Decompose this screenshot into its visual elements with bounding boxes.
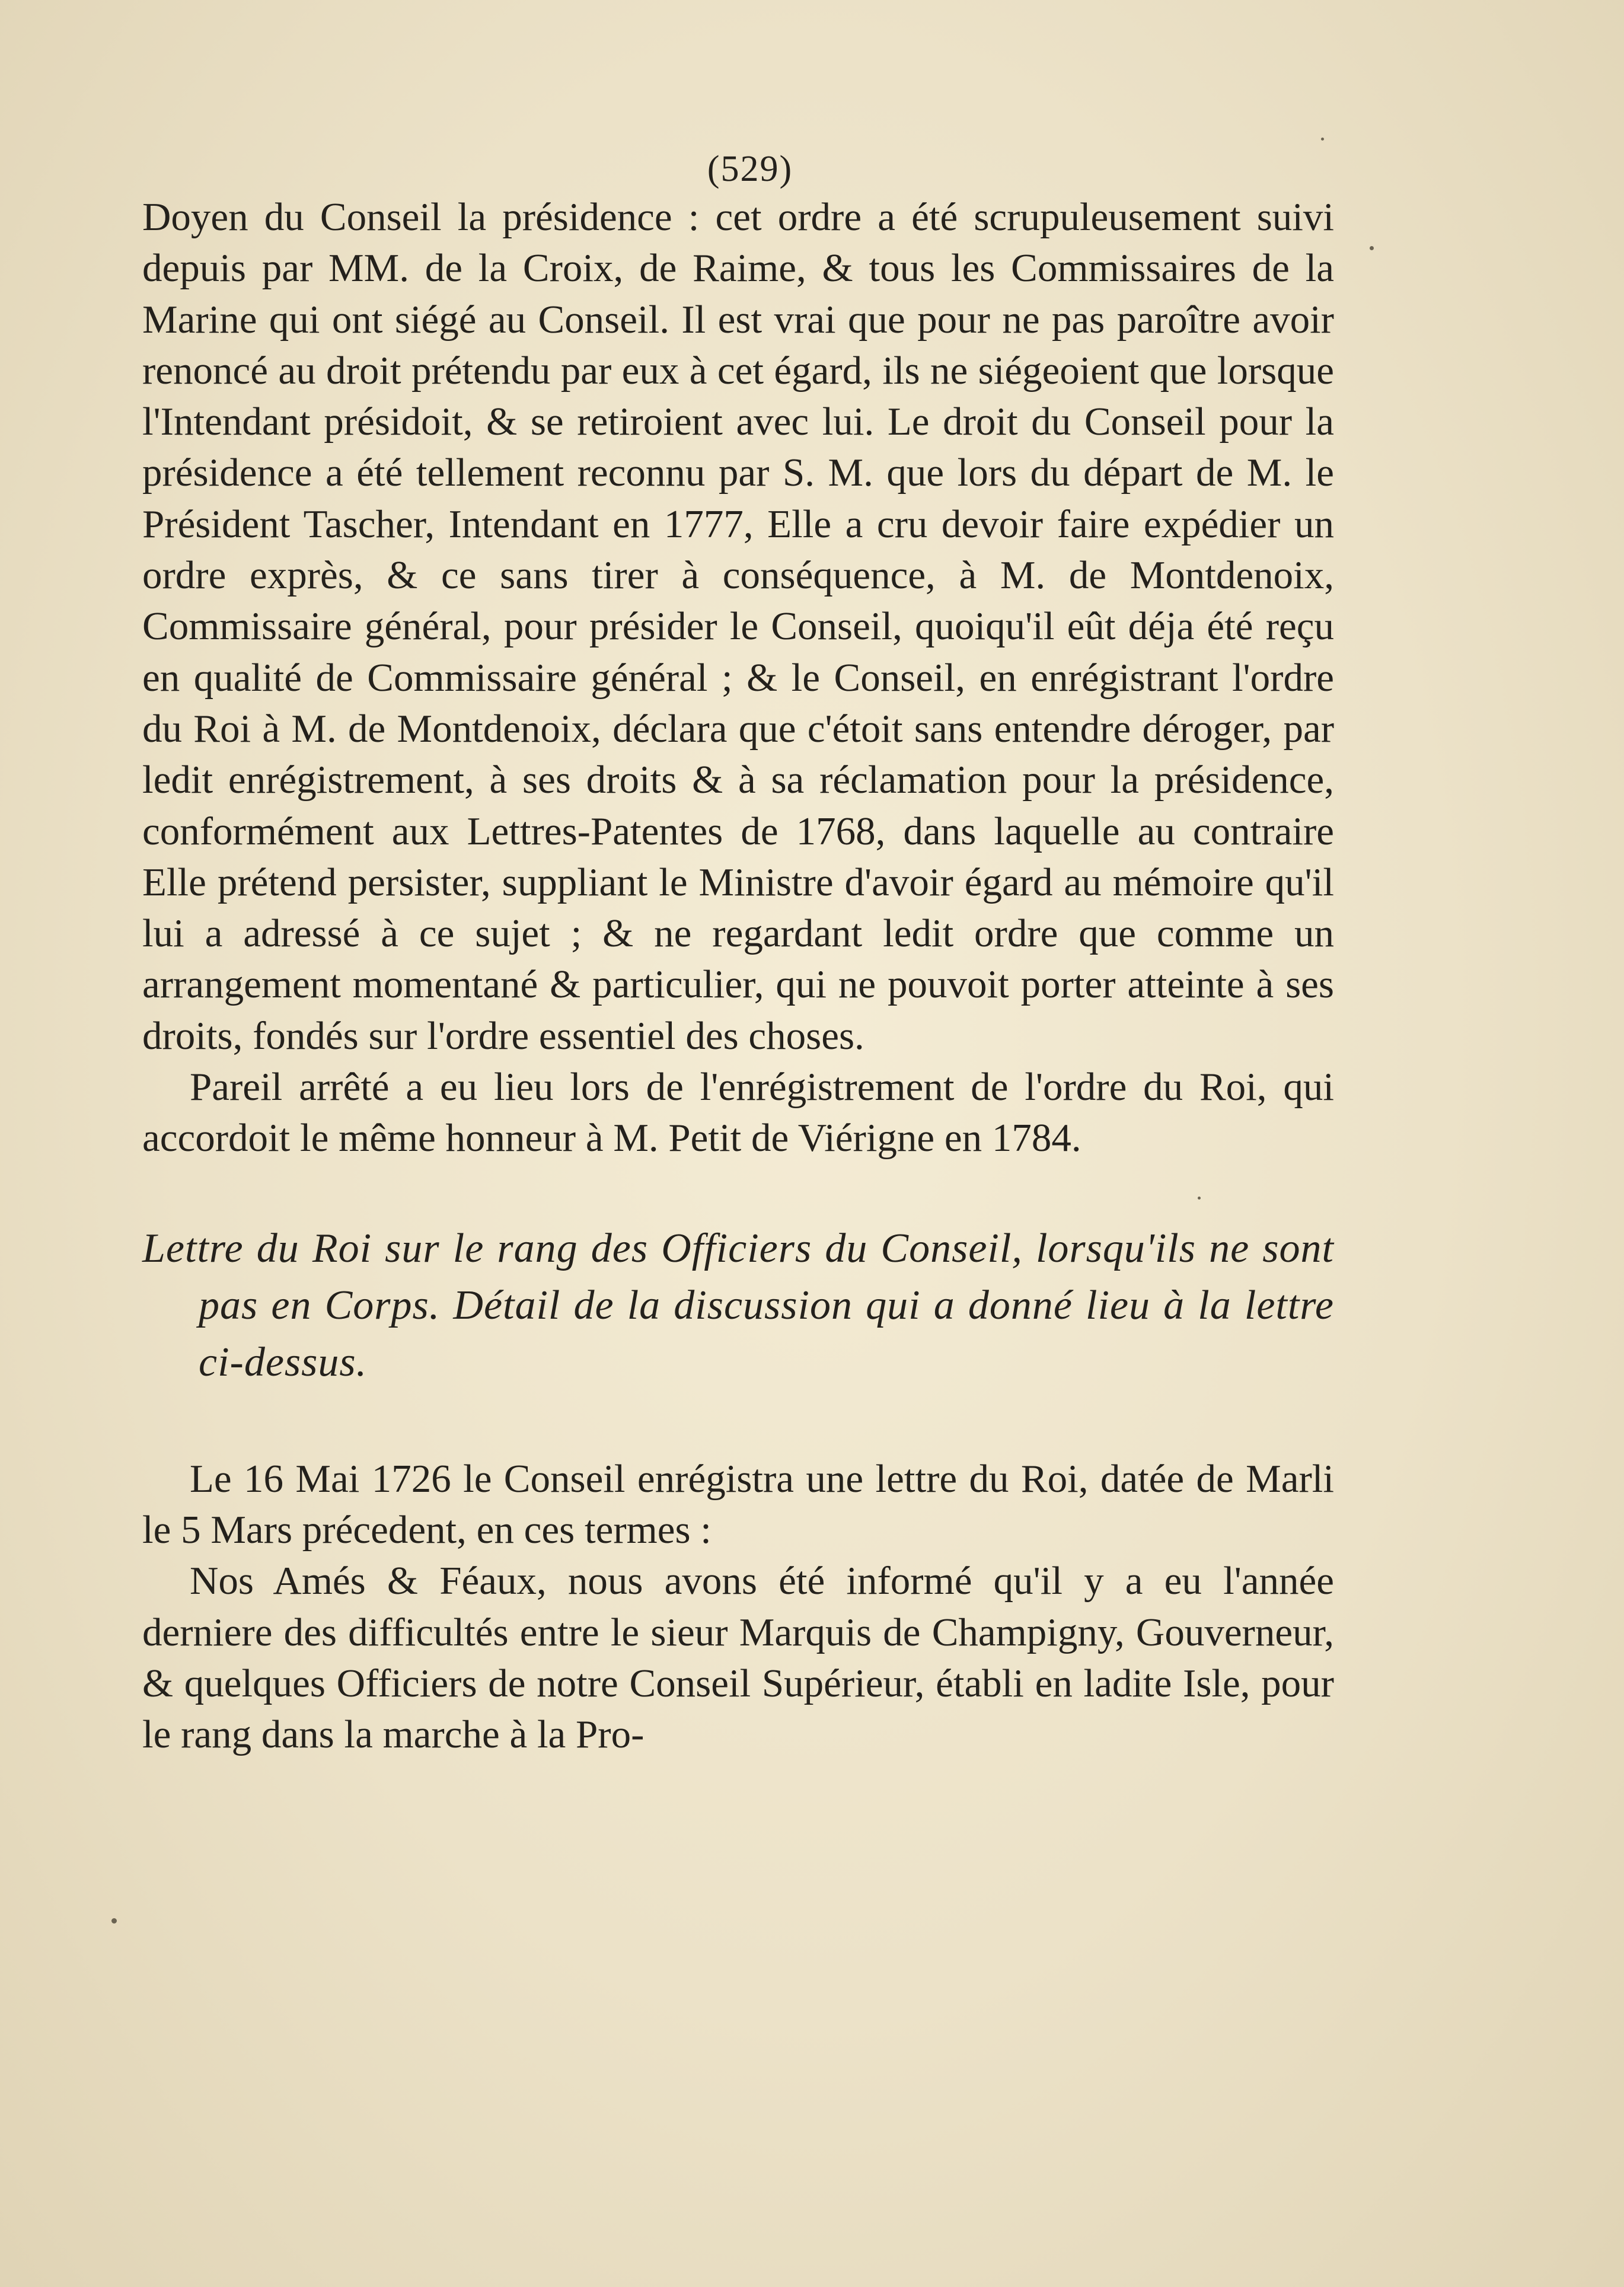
paragraph-presidence: Doyen du Conseil la présidence : cet ordre a été scrupuleusement suivi depuis par MM. de la Croix, de Raime, & tous les Commissaires de la Marine qui ont siégé au Conseil. Il est vrai que pour ne pas paroître avoir renoncé au droit prétendu par eux à cet égard, ils ne siégeoient que lorsque l'Intendant présidoit, & se retiroient avec lui. Le droit du Conseil pour la présidence a été tellement reconnu par S. M. que lors du départ de M. le Président Tascher, Intendant en 1777, Elle a cru devoir faire expédier un ordre exprès, & ce sans tirer à conséquence, à M. de Montdenoix, Commissaire général, pour présider le Conseil, quoiqu'il eût déja été reçu en qualité de Commissaire général ; & le Conseil, en enrégistrant l'ordre du Roi à M. de Montdenoix, déclara que c'étoit sans entendre déroger, par ledit enrégistrement, à ses droits & à sa réclamation pour la présidence, conformément aux Lettres-Patentes de 1768, dans laquelle au contraire Elle prétend persister, suppliant le Ministre d'avoir égard au mémoire qu'il lui a adressé à ce sujet ; & ne regardant ledit ordre que comme un arrangement momentané & particulier, qui ne pouvoit porter atteinte à ses droits, fondés sur l'ordre essentiel des choses. <box>142 195 1334 1058</box>
section-heading: Lettre du Roi sur le rang des Officiers du Conseil, lorsqu'ils ne sont pas en Corps. Détail de la discussion qui a donné lieu à la lettre ci-dessus. <box>142 1225 1334 1385</box>
page-number: (529) <box>707 149 793 189</box>
paragraph-pareil-arrete: Pareil arrêté a eu lieu lors de l'enrégistrement de l'ordre du Roi, qui accordoit le même honneur à M. Petit de Viérigne en 1784. <box>142 1065 1334 1160</box>
paragraph-enregistrement-1726: Le 16 Mai 1726 le Conseil enrégistra une lettre du Roi, datée de Marli le 5 Mars précedent, en ces termes : <box>142 1456 1334 1552</box>
paragraph-lettre-du-roi: Nos Amés & Féaux, nous avons été informé qu'il y a eu l'année derniere des difficultés entre le sieur Marquis de Champigny, Gouverneur, & quelques Officiers de notre Conseil Supérieur, établi en ladite Isle, pour le rang dans la marche à la Pro- <box>142 1559 1334 1757</box>
paper-speck <box>1198 1197 1201 1200</box>
document-body <box>142 151 1334 1760</box>
paper-speck <box>111 1918 117 1924</box>
paper-speck <box>1370 246 1374 250</box>
paper-speck <box>1321 138 1324 141</box>
